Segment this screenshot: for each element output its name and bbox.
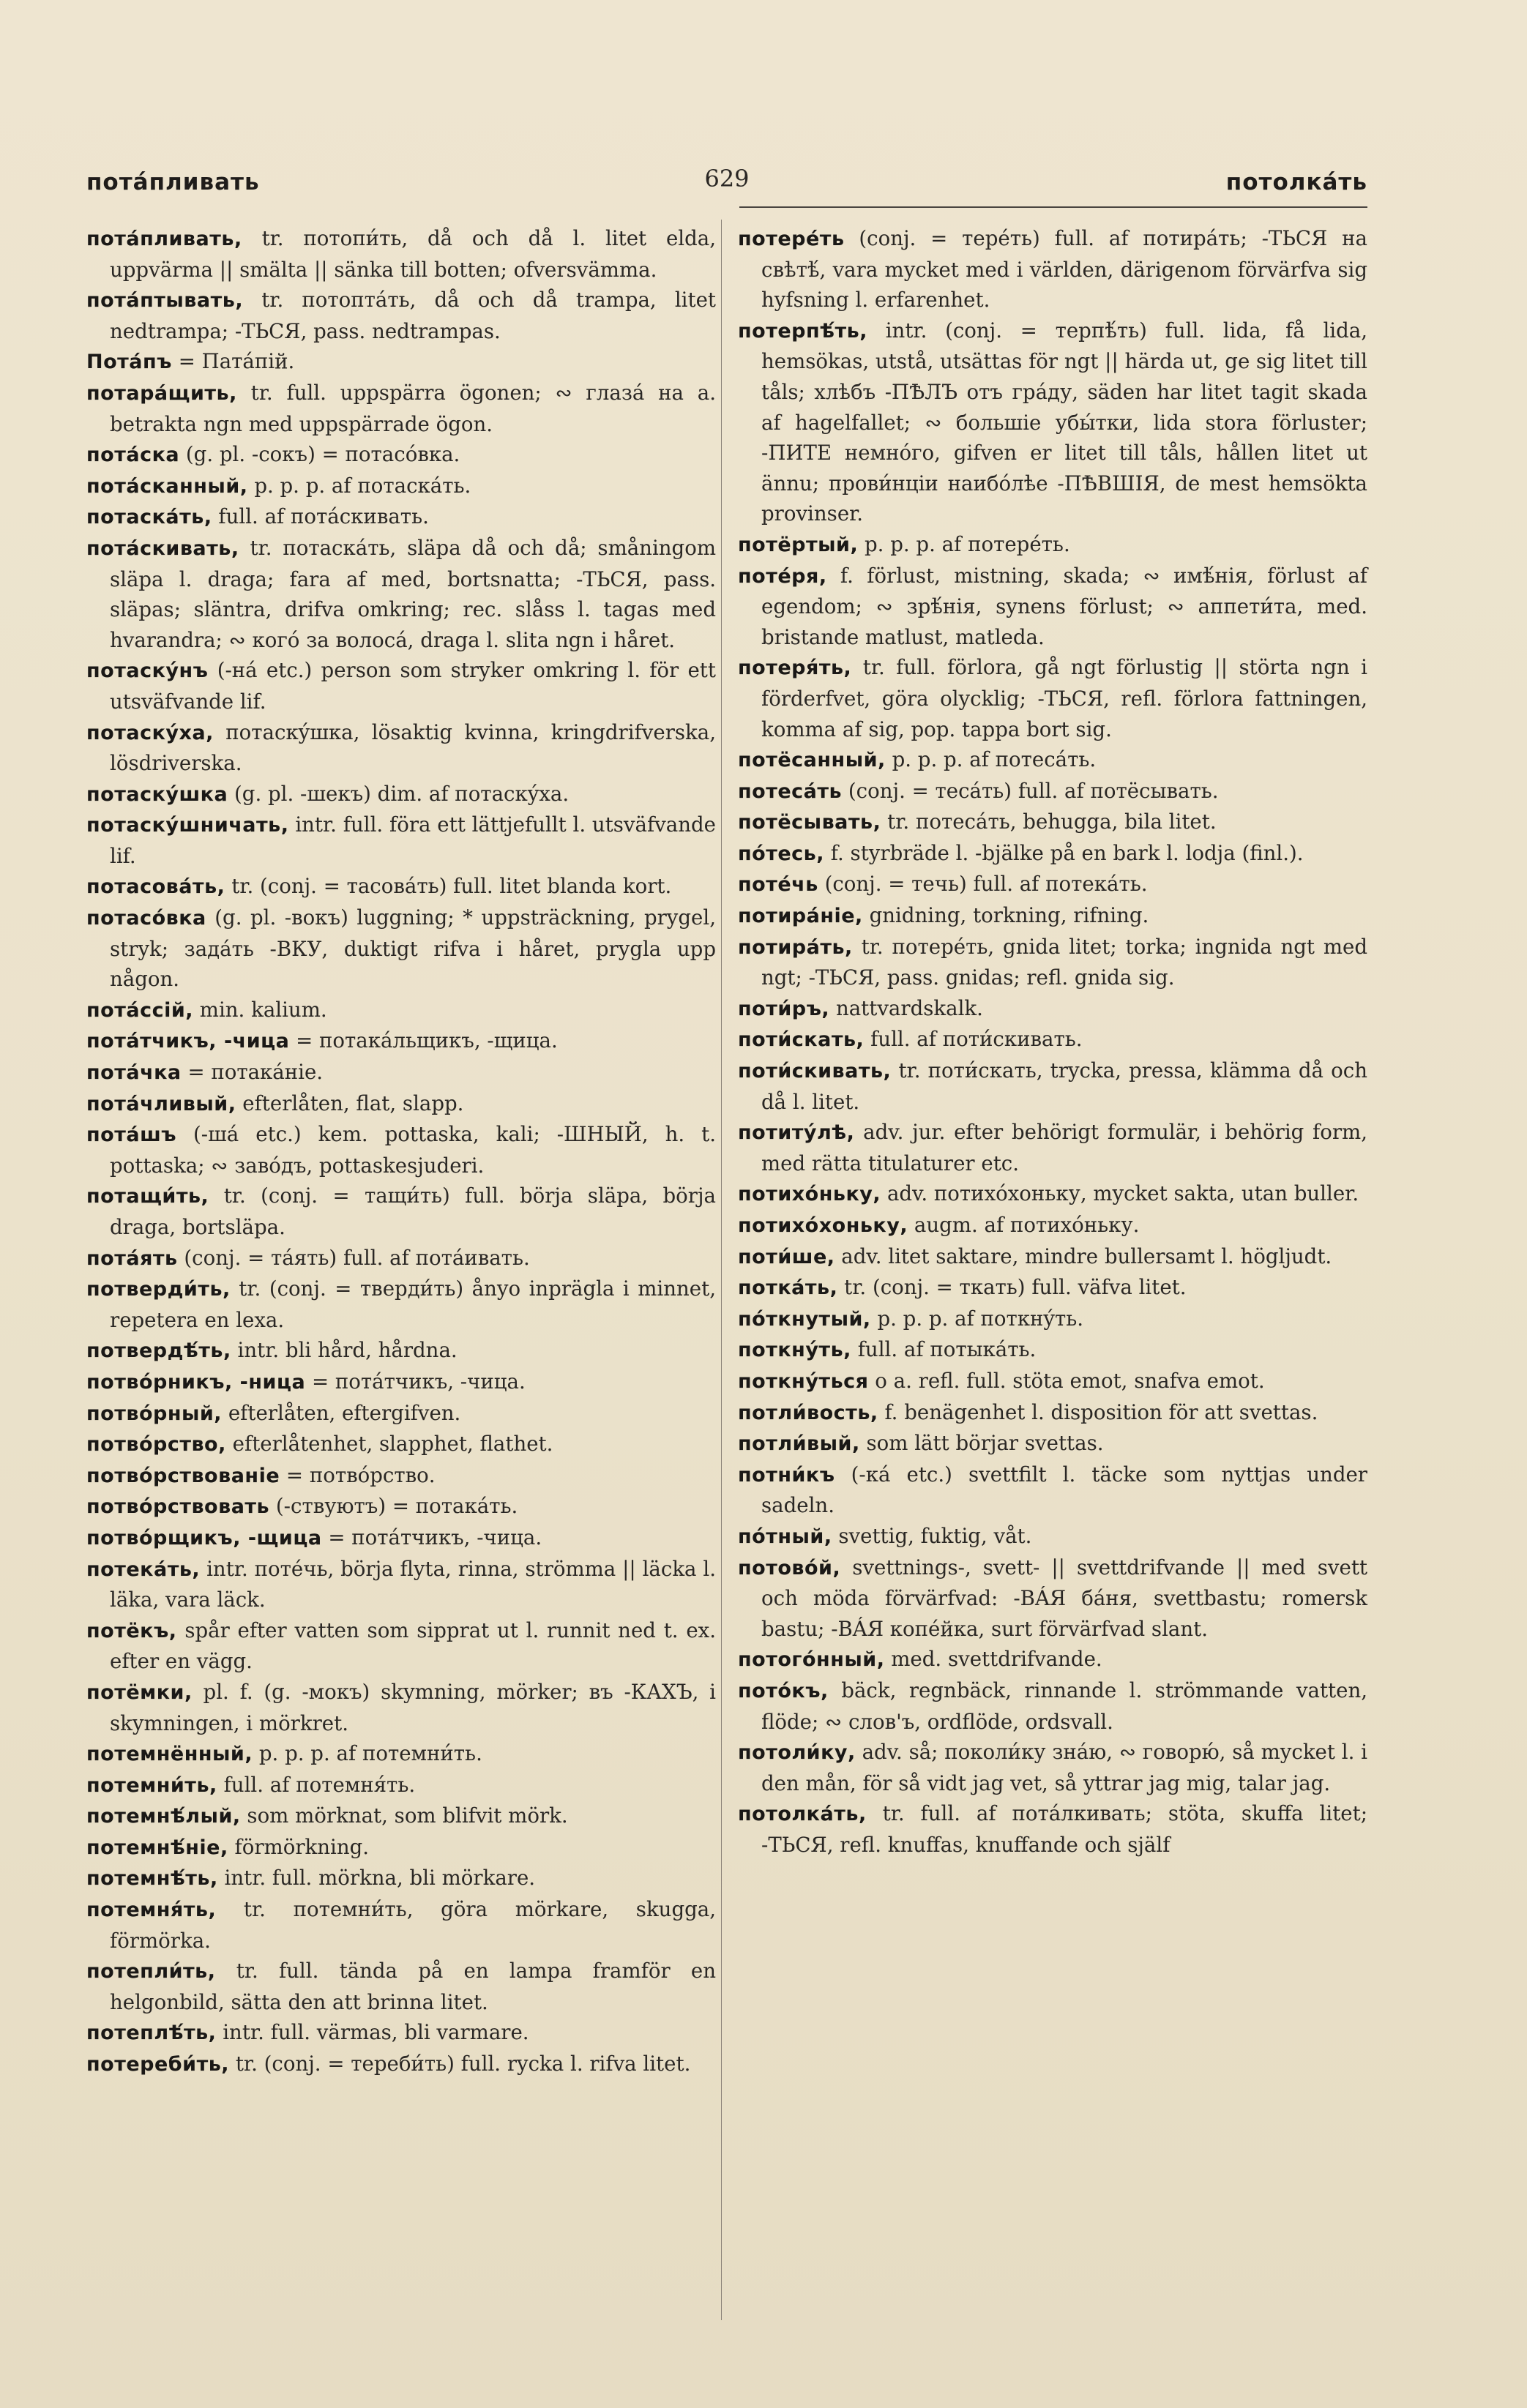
entry-headword: потáскивать, bbox=[86, 536, 239, 560]
entry-definition: tr. потемни́ть, göra mörkare, skugga, förmörka. bbox=[110, 1897, 717, 1953]
entry-definition: min. kalium. bbox=[199, 997, 327, 1022]
entry-definition: (-кá etc.) svettfilt l. täcke som nyttjas under sadeln. bbox=[761, 1462, 1367, 1518]
entry-headword: потемнѣ́лый, bbox=[86, 1805, 241, 1828]
dictionary-entry bbox=[738, 1178, 1367, 1210]
entry-headword: потво́рникъ, -ница bbox=[86, 1370, 306, 1394]
entry-headword: потáптывать, bbox=[86, 289, 244, 313]
dictionary-entry bbox=[86, 1554, 716, 1615]
entry-headword: потирáнiе, bbox=[738, 905, 863, 928]
entry-definition: (-шá etc.) kem. pottaska, kali; -ШНЫЙ, h. t. pottaska; ∾ заво́дъ, pottaskesjuderi. bbox=[110, 1122, 716, 1178]
dictionary-entry bbox=[738, 1798, 1367, 1860]
entry-definition: tr. потесáть, behugga, bila litet. bbox=[887, 809, 1217, 834]
dictionary-entry bbox=[738, 1737, 1367, 1798]
entry-headword: потáсканный, bbox=[86, 474, 248, 498]
dictionary-entry bbox=[738, 1428, 1367, 1459]
entry-definition: = потакáнiе. bbox=[187, 1060, 324, 1085]
entry-headword: потемнѣ́нiе, bbox=[86, 1836, 228, 1859]
dictionary-entry bbox=[738, 932, 1367, 993]
dictionary-entry bbox=[738, 1304, 1367, 1335]
entry-headword: потаскýшка bbox=[86, 782, 228, 806]
entry-definition: svettig, fuktig, våt. bbox=[838, 1523, 1032, 1548]
dictionary-entry bbox=[738, 1210, 1367, 1241]
entry-headword: по́тесь, bbox=[738, 842, 824, 865]
entry-headword: потáска bbox=[86, 444, 180, 467]
page-number: 629 bbox=[704, 165, 750, 192]
entry-definition: augm. af потихо́ньку. bbox=[914, 1213, 1140, 1237]
entry-definition: tr. (conj. = тасовáть) full. litet blanda kort. bbox=[231, 874, 672, 899]
entry-headword: потáссiй, bbox=[86, 998, 194, 1022]
entry-headword: потéря, bbox=[738, 564, 827, 588]
dictionary-entry bbox=[738, 838, 1367, 870]
entry-headword: потаскýнъ bbox=[86, 659, 209, 683]
dictionary-entry bbox=[738, 1117, 1367, 1178]
entry-headword: по́ткнутый, bbox=[738, 1307, 871, 1331]
entry-definition: efterlåten, eftergifven. bbox=[228, 1400, 461, 1425]
dictionary-entry bbox=[86, 902, 716, 995]
right-running-head: потолкáть bbox=[1225, 169, 1367, 195]
entry-definition: tr. full. tända på en lampa framför en helgonbild, sätta den att brinna litet. bbox=[110, 1959, 716, 2014]
dictionary-entry bbox=[86, 1770, 716, 1801]
entry-definition: tr. (conj. = тереби́ть) full. rycka l. rifva litet. bbox=[235, 2052, 691, 2076]
entry-headword: потéчь bbox=[738, 873, 818, 897]
entry-headword: потёкъ, bbox=[86, 1619, 177, 1642]
entry-headword: потасовáть, bbox=[86, 875, 225, 899]
dictionary-entry bbox=[86, 1057, 716, 1088]
entry-definition: (-ствуютъ) = потакáть. bbox=[275, 1494, 518, 1519]
dictionary-entry bbox=[86, 809, 716, 871]
entry-headword: потáчка bbox=[86, 1061, 182, 1085]
entry-headword: потёсывать, bbox=[738, 811, 881, 834]
entry-headword: потво́рствованiе bbox=[86, 1464, 280, 1487]
dictionary-entry bbox=[738, 1397, 1367, 1429]
entry-definition: f. styrbräde l. -bjälke på en bark l. lodja (finl.). bbox=[830, 840, 1304, 865]
entry-headword: Потáпъ bbox=[86, 351, 172, 374]
dictionary-entry bbox=[86, 471, 716, 502]
entry-headword: потни́къ bbox=[738, 1463, 835, 1487]
entry-definition: tr. потерéть, gnida litet; torka; ingnida ngt med ngt; -ТЬСЯ, pass. gnidas; refl. gnida sig. bbox=[761, 934, 1367, 990]
entry-definition: p. p. p. af потесáть. bbox=[892, 747, 1097, 772]
entry-headword: потёртый, bbox=[738, 533, 859, 556]
entry-definition: full. af потыкáть. bbox=[857, 1337, 1037, 1362]
entry-definition: gnidning, torkning, rifning. bbox=[869, 903, 1149, 928]
entry-definition: svettnings-, svett- || svettdrifvande || med svett och möda förvärfvad: -ВÁЯ бáня, svettbastu; romersk bastu; -ВÁЯ копéйка, surt förvärfvad slant. bbox=[761, 1555, 1367, 1641]
dictionary-entry bbox=[738, 776, 1367, 807]
entry-headword: потово́й, bbox=[738, 1556, 841, 1579]
entry-headword: потеря́ть, bbox=[738, 657, 852, 680]
dictionary-entry bbox=[738, 869, 1367, 900]
entry-headword: потоли́ку, bbox=[738, 1741, 856, 1765]
dictionary-entry bbox=[86, 378, 716, 439]
entry-definition: (conj. = терéть) full. af потирáть; -ТЬСЯ на свѣтѣ́, vara mycket med i världen, därigenom förvärfva sig hyfsning l. erfarenhet. bbox=[761, 226, 1367, 313]
entry-headword: потихо́хоньку, bbox=[738, 1214, 908, 1237]
dictionary-entry bbox=[86, 223, 716, 285]
entry-definition: tr. потоптáть, då och då trampa, litet nedtrampa; -ТЬСЯ, pass. nedtrampas. bbox=[110, 288, 716, 343]
entry-definition: som lätt börjar svettas. bbox=[866, 1431, 1104, 1456]
dictionary-entry bbox=[86, 1832, 716, 1863]
entry-headword: поткнýть, bbox=[738, 1339, 851, 1362]
dictionary-entry bbox=[86, 1863, 716, 1894]
entry-headword: по́тный, bbox=[738, 1525, 832, 1548]
dictionary-entry bbox=[86, 1025, 716, 1057]
entry-definition: nattvardskalk. bbox=[835, 995, 983, 1020]
entry-headword: поти́ше, bbox=[738, 1245, 835, 1268]
entry-headword: потепли́ть, bbox=[86, 1960, 216, 1983]
dictionary-entry bbox=[86, 871, 716, 902]
entry-definition: efterlåtenhet, slapphet, flathet. bbox=[232, 1432, 553, 1457]
entry-headword: поти́скивать, bbox=[738, 1060, 892, 1083]
entry-definition: (conj. = течь) full. af потекáть. bbox=[824, 872, 1148, 897]
entry-definition: tr. (conj. = тверди́ть) ånyo inprägla i minnet, repetera en lexa. bbox=[110, 1276, 716, 1332]
dictionary-entry bbox=[738, 1055, 1367, 1117]
entry-definition: = потво́рство. bbox=[285, 1462, 436, 1487]
dictionary-entry bbox=[738, 1241, 1367, 1273]
entry-headword: потитýлѣ, bbox=[738, 1121, 855, 1145]
entry-definition: p. p. p. af потемни́ть. bbox=[258, 1741, 482, 1766]
header-rule bbox=[739, 206, 1367, 208]
entry-headword: потёмки, bbox=[86, 1680, 193, 1704]
entry-definition: (g. pl. -шекъ) dim. af потаскýха. bbox=[234, 781, 570, 806]
entry-definition: intr. bli hård, hårdna. bbox=[237, 1338, 458, 1363]
entry-definition: bäck, regnbäck, rinnande l. strömmande vatten, flöde; ∾ слов'ъ, ordflöde, ordsvall. bbox=[761, 1678, 1367, 1734]
entry-headword: потасо́вка bbox=[86, 907, 206, 930]
dictionary-entry bbox=[738, 1334, 1367, 1366]
dictionary-entry bbox=[86, 779, 716, 810]
entry-headword: потáтчикъ, -чица bbox=[86, 1030, 290, 1053]
entry-definition: tr. full. af потáлкивать; stöta, skuffa litet; -ТЬСЯ, refl. knuffas, knuffande och själf bbox=[761, 1801, 1367, 1857]
entry-definition: intr. full. mörkna, bli mörkare. bbox=[224, 1866, 536, 1891]
dictionary-entry bbox=[86, 1335, 716, 1366]
right-column bbox=[738, 223, 1367, 1860]
entry-definition: = потакáльщикъ, -щица. bbox=[296, 1028, 558, 1053]
dictionary-entry bbox=[86, 1181, 716, 1242]
entry-headword: потеплѣ́ть, bbox=[86, 2022, 217, 2045]
entry-definition: tr. full. förlora, gå ngt förlustig || störta ngn i förderfvet, göra olycklig; -ТЬСЯ, refl. förlora fattningen, komma af sig, pop. tappa bort sig. bbox=[761, 655, 1367, 741]
dictionary-entry bbox=[86, 501, 716, 533]
entry-headword: потаскýшничать, bbox=[86, 814, 289, 837]
dictionary-entry bbox=[738, 1272, 1367, 1304]
entry-definition: f. benägenhet l. disposition för att svettas. bbox=[884, 1399, 1318, 1424]
entry-headword: потерпѣ́ть, bbox=[738, 319, 867, 343]
entry-headword: потолкáть, bbox=[738, 1803, 867, 1826]
dictionary-entry bbox=[86, 346, 716, 378]
entry-headword: потемнѣ́ть, bbox=[86, 1867, 218, 1891]
entry-definition: о a. refl. full. stöta emot, snafva emot. bbox=[875, 1368, 1265, 1393]
entry-definition: tr. (conj. = ткать) full. väfva litet. bbox=[844, 1275, 1187, 1300]
entry-definition: spår efter vatten som sipprat ut l. runnit ned t. ex. efter en vägg. bbox=[110, 1618, 716, 1674]
entry-definition: intr. (conj. = терпѣ́ть) full. lida, få lida, hemsökas, utstå, utsättas för ngt || härda ut, ge sig litet till tåls; хлѣбъ -ПѢЛЪ отъ грáду, säden har litet tagit skada af hagelfallet; ∾ большiе убы́тки, lida stora förluster; -ПИТЕ немно́го, gifven er litet till tåls, hållen litet ut ännu; прови́нцiи наибо́лѣе -ПѢВШIЯ, de mest hemsökta provinser. bbox=[761, 318, 1367, 526]
entry-headword: потво́рствовать bbox=[86, 1495, 270, 1519]
entry-headword: поткнýться bbox=[738, 1369, 869, 1393]
dictionary-entry bbox=[738, 1552, 1367, 1645]
left-running-head: потáпливать bbox=[86, 169, 260, 195]
entry-headword: потáчливый, bbox=[86, 1092, 236, 1115]
dictionary-entry bbox=[86, 1429, 716, 1460]
entry-headword: потемни́ть, bbox=[86, 1773, 217, 1797]
entry-headword: потво́рство, bbox=[86, 1433, 226, 1457]
entry-definition: tr. (conj. = тащи́ть) full. börja släpa, börja draga, bortsläpa. bbox=[110, 1184, 716, 1239]
entry-definition: adv. потихо́хоньку, mycket sakta, utan buller. bbox=[886, 1181, 1359, 1206]
entry-headword: потáшъ bbox=[86, 1123, 177, 1147]
dictionary-entry bbox=[86, 1398, 716, 1429]
entry-definition: adv. så; поколи́ку знáю, ∾ говорю́, så mycket l. i den mån, för så vidt jag vet, så yttrar jag mig, talar jag. bbox=[761, 1740, 1367, 1795]
entry-definition: (conj. = тесáть) full. af потёсывать. bbox=[848, 778, 1219, 803]
dictionary-entry bbox=[738, 807, 1367, 838]
dictionary-entry bbox=[86, 1615, 716, 1677]
dictionary-entry bbox=[738, 223, 1367, 315]
dictionary-entry bbox=[86, 533, 716, 655]
entry-definition: intr. full. värmas, bli varmare. bbox=[223, 2020, 529, 2045]
page-header bbox=[86, 165, 1367, 209]
dictionary-entry bbox=[738, 1521, 1367, 1552]
entry-headword: потихо́ньку, bbox=[738, 1183, 881, 1206]
entry-definition: f. förlust, mistning, skada; ∾ имѣ́нiя, förlust af egendom; ∾ зрѣ́нiя, synens förlust; ∾ аппети́та, med. bristande matlust, matleda. bbox=[761, 563, 1367, 649]
dictionary-entry bbox=[86, 1491, 716, 1522]
entry-definition: = потáтчикъ, -чица. bbox=[311, 1369, 526, 1394]
dictionary-entry bbox=[738, 744, 1367, 776]
entry-headword: потáпливать, bbox=[86, 228, 242, 250]
entry-definition: adv. litet saktare, mindre bullersamt l. högljudt. bbox=[841, 1244, 1332, 1268]
entry-headword: поти́скать, bbox=[738, 1028, 865, 1052]
entry-definition: full. af потáскивать. bbox=[218, 504, 429, 529]
entry-definition: потаскýшка, lösaktig kvinna, kringdrifverska, lösdriverska. bbox=[110, 719, 716, 776]
entry-headword: потемня́ть, bbox=[86, 1899, 217, 1922]
dictionary-entry bbox=[86, 1274, 716, 1335]
entry-headword: потвердѣ́ть, bbox=[86, 1339, 231, 1363]
entry-headword: потли́вый, bbox=[738, 1432, 860, 1456]
entry-definition: intr. потéчь, börja flyta, rinna, strömma || läcka l. läka, vara läck. bbox=[110, 1556, 716, 1612]
dictionary-entry bbox=[738, 900, 1367, 932]
entry-definition: tr. поти́скать, trycka, pressa, klämma då och då l. litet. bbox=[761, 1058, 1367, 1114]
entry-headword: потерéть bbox=[738, 228, 845, 250]
dictionary-entry bbox=[86, 1366, 716, 1398]
dictionary-entry bbox=[738, 1644, 1367, 1675]
entry-definition: p. p. p. af поткнýть. bbox=[877, 1306, 1084, 1331]
entry-headword: потого́нный, bbox=[738, 1648, 885, 1672]
entry-definition: p. p. p. af потаскáть. bbox=[254, 473, 471, 498]
entry-definition: (g. pl. -вокъ) luggning; * uppsträckning, prygel, stryk; задáть -ВКУ, duktigt rifva i håret, prygla upp någon. bbox=[110, 905, 716, 992]
entry-definition: intr. full. föra ett lättjefullt l. utsväfvande lif. bbox=[110, 812, 716, 868]
dictionary-entry bbox=[86, 439, 716, 471]
entry-definition: som mörknat, som blifvit mörk. bbox=[247, 1803, 568, 1828]
entry-headword: потаскáть, bbox=[86, 506, 212, 529]
entry-definition: full. af потемня́ть. bbox=[223, 1772, 416, 1797]
dictionary-entry bbox=[738, 1366, 1367, 1397]
entry-headword: потверди́ть, bbox=[86, 1278, 231, 1301]
dictionary-entry bbox=[86, 1801, 716, 1832]
entry-definition: = потáтчикъ, -чица. bbox=[328, 1525, 542, 1549]
dictionary-entry bbox=[86, 717, 716, 779]
entry-headword: потáять bbox=[86, 1246, 178, 1270]
entry-headword: потво́рщикъ, -щица bbox=[86, 1526, 322, 1549]
dictionary-entry bbox=[738, 529, 1367, 561]
entry-definition: med. svettdrifvande. bbox=[891, 1647, 1102, 1672]
entry-headword: потво́рный, bbox=[86, 1402, 223, 1425]
dictionary-entry bbox=[86, 2017, 716, 2049]
entry-headword: поти́ръ, bbox=[738, 997, 830, 1020]
dictionary-entry bbox=[86, 995, 716, 1026]
dictionary-entry bbox=[738, 1459, 1367, 1521]
entry-headword: потаскýха, bbox=[86, 721, 214, 744]
entry-headword: потекáть, bbox=[86, 1558, 201, 1581]
entry-definition: förmörkning. bbox=[234, 1834, 370, 1859]
entry-headword: потесáть bbox=[738, 779, 843, 803]
dictionary-entry bbox=[738, 1675, 1367, 1737]
dictionary-entry bbox=[86, 2049, 716, 2080]
entry-headword: поткáть, bbox=[738, 1276, 838, 1300]
dictionary-entry bbox=[86, 1243, 716, 1274]
entry-headword: потарáщить, bbox=[86, 381, 237, 405]
dictionary-entry bbox=[86, 285, 716, 346]
entry-definition: = Патáпiй. bbox=[178, 349, 295, 374]
dictionary-entry bbox=[738, 561, 1367, 653]
entry-definition: tr. full. uppspärra ögonen; ∾ глазá на a. betrakta ngn med uppspärrade ögon. bbox=[110, 380, 716, 436]
column-divider bbox=[721, 220, 722, 2320]
entry-headword: потереби́ть, bbox=[86, 2053, 230, 2076]
entry-headword: потли́вость, bbox=[738, 1401, 878, 1424]
entry-headword: потащи́ть, bbox=[86, 1185, 209, 1208]
entry-definition: (-нá etc.) person som stryker omkring l. för ett utsväfvande lif. bbox=[110, 658, 716, 714]
dictionary-entry bbox=[86, 1119, 716, 1181]
dictionary-entry bbox=[86, 655, 716, 717]
entry-definition: p. p. p. af потерéть. bbox=[865, 531, 1070, 556]
dictionary-entry bbox=[738, 1024, 1367, 1055]
entry-definition: adv. jur. efter behörigt formulär, i behörig form, med rätta titulaturer etc. bbox=[761, 1120, 1367, 1175]
dictionary-entry bbox=[86, 1088, 716, 1120]
dictionary-entry bbox=[86, 1738, 716, 1770]
dictionary-entry bbox=[86, 1677, 716, 1738]
entry-definition: tr. потаскáть, släpa då och då; småningom släpa l. draga; fara af med, bortsnatta; -ТЬСЯ, pass. släpas; släntra, drifva omkring; rec. slåss l. tagas med hvarandra; ∾ кого́ за волосá, draga l. slita ngn i håret. bbox=[110, 535, 716, 652]
dictionary-entry bbox=[738, 315, 1367, 529]
entry-headword: потёсанный, bbox=[738, 749, 886, 772]
entry-definition: pl. f. (g. -мокъ) skymning, mörker; въ -КАХЪ, i skymningen, i mörkret. bbox=[110, 1679, 717, 1735]
entry-definition: tr. потопи́ть, då och då l. litet elda, uppvärma || smälta || sänka till botten; ofversvämma. bbox=[110, 226, 716, 282]
entry-definition: (conj. = тáять) full. af потáивать. bbox=[184, 1245, 530, 1270]
entry-definition: (g. pl. -сокъ) = потасо́вка. bbox=[185, 442, 460, 467]
dictionary-entry bbox=[738, 652, 1367, 744]
entry-definition: full. af поти́скивать. bbox=[870, 1027, 1083, 1052]
dictionary-entry bbox=[86, 1460, 716, 1492]
dictionary-entry bbox=[86, 1522, 716, 1554]
dictionary-entry bbox=[86, 1894, 716, 1956]
entry-definition: efterlåten, flat, slapp. bbox=[242, 1091, 464, 1115]
entry-headword: пото́къ, bbox=[738, 1679, 829, 1702]
dictionary-entry bbox=[86, 1956, 716, 2017]
left-column bbox=[86, 223, 716, 2080]
entry-headword: потемнённый, bbox=[86, 1743, 253, 1766]
entry-headword: потирáть, bbox=[738, 935, 853, 959]
dictionary-entry bbox=[738, 993, 1367, 1025]
